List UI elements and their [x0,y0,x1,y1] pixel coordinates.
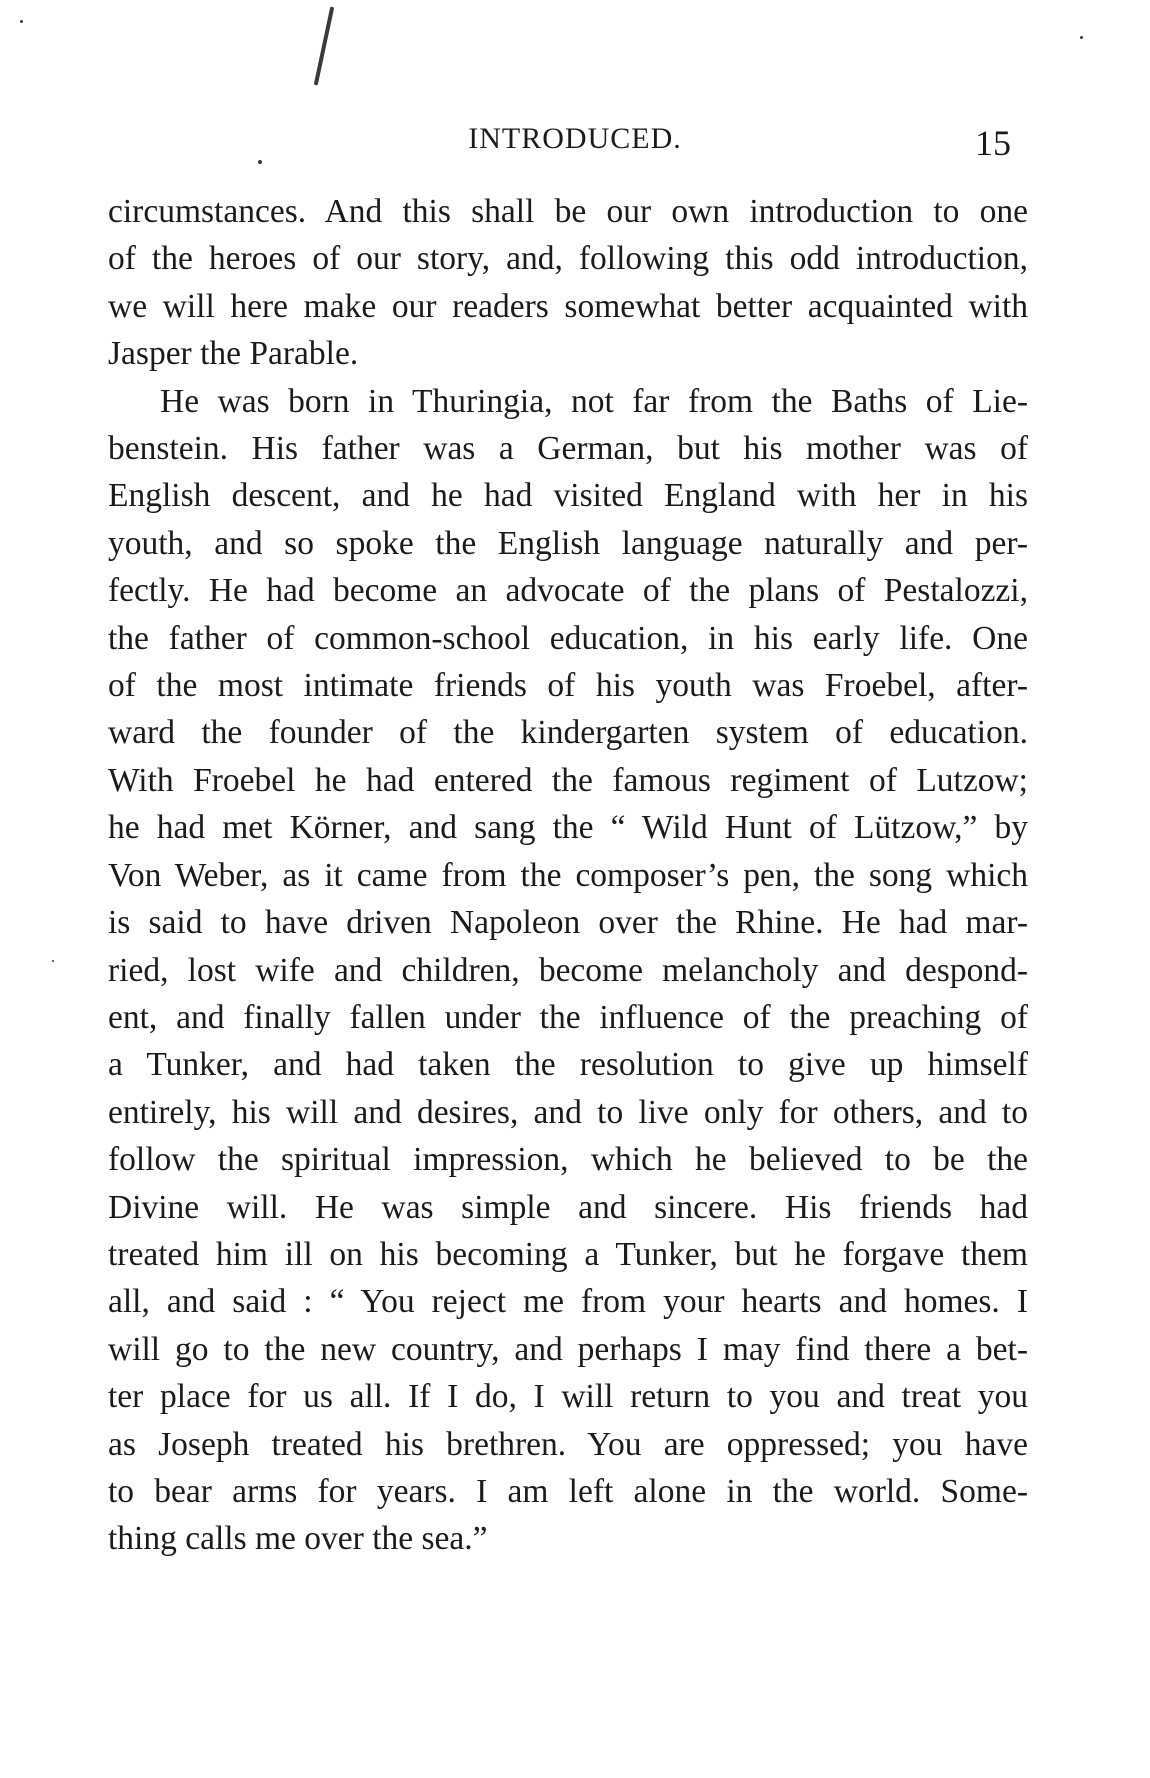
text-line: follow the spiritual impression, which he believed to be the [108,1141,1028,1179]
text-line: ter place for us all. If I do, I will return to you and treat you [108,1378,1028,1416]
paragraph-2 [108,378,1028,1563]
scan-speck [258,160,262,164]
text-line: as Joseph treated his brethren. You are oppressed; you have [108,1425,1028,1463]
text-line: Jasper the Parable. [108,335,359,373]
text-line: With Froebel he had entered the famous regiment of Lutzow; [108,761,1028,799]
text-line: a Tunker, and had taken the resolution to give up himself [108,1046,1028,1084]
text-line: ried, lost wife and children, become melancholy and despond- [108,951,1028,989]
text-line: He was born in Thuringia, not far from the Baths of Lie- [160,382,1028,420]
text-line: will go to the new country, and perhaps I may find there a bet- [108,1330,1028,1368]
text-line: of the heroes of our story, and, following this odd introduction, [108,240,1028,278]
scan-speck [20,20,23,23]
page-number: 15 [975,123,1011,163]
text-line: benstein. His father was a German, but his mother was of [108,430,1028,468]
text-line: youth, and so spoke the English language naturally and per- [108,524,1028,562]
text-line: Divine will. He was simple and sincere. His friends had [108,1188,1028,1226]
text-line: treated him ill on his becoming a Tunker, but he forgave them [108,1235,1028,1273]
scan-speck [1080,36,1083,39]
text-line: ward the founder of the kindergarten system of education. [108,714,1028,752]
text-line: all, and said : “ You reject me from your hearts and homes. I [108,1283,1028,1321]
text-line: ent, and finally fallen under the influence of the preaching of [108,998,1028,1036]
scan-speck [314,6,335,85]
text-line: entirely, his will and desires, and to live only for others, and to [108,1093,1028,1131]
text-line: the father of common-school education, in his early life. One [108,619,1028,657]
text-line: English descent, and he had visited England with her in his [108,477,1028,515]
scan-speck [52,960,54,962]
text-line: Von Weber, as it came from the composer’s pen, the song which [108,856,1028,894]
text-line: we will here make our readers somewhat better acquainted with [108,287,1028,325]
text-line: he had met Körner, and sang the “ Wild Hunt of Lützow,” by [108,809,1028,847]
paragraph-1 [108,188,1028,378]
text-line: circumstances. And this shall be our own introduction to one [108,193,1028,230]
text-line: thing calls me over the sea.” [108,1520,488,1558]
text-line: of the most intimate friends of his youth was Froebel, after- [108,667,1028,705]
text-line: to bear arms for years. I am left alone in the world. Some- [108,1472,1028,1510]
text-line: fectly. He had become an advocate of the plans of Pestalozzi, [108,572,1028,610]
running-header-title: INTRODUCED. [468,122,682,155]
text-line: is said to have driven Napoleon over the Rhine. He had mar- [108,904,1028,942]
body-text [108,188,1028,1563]
